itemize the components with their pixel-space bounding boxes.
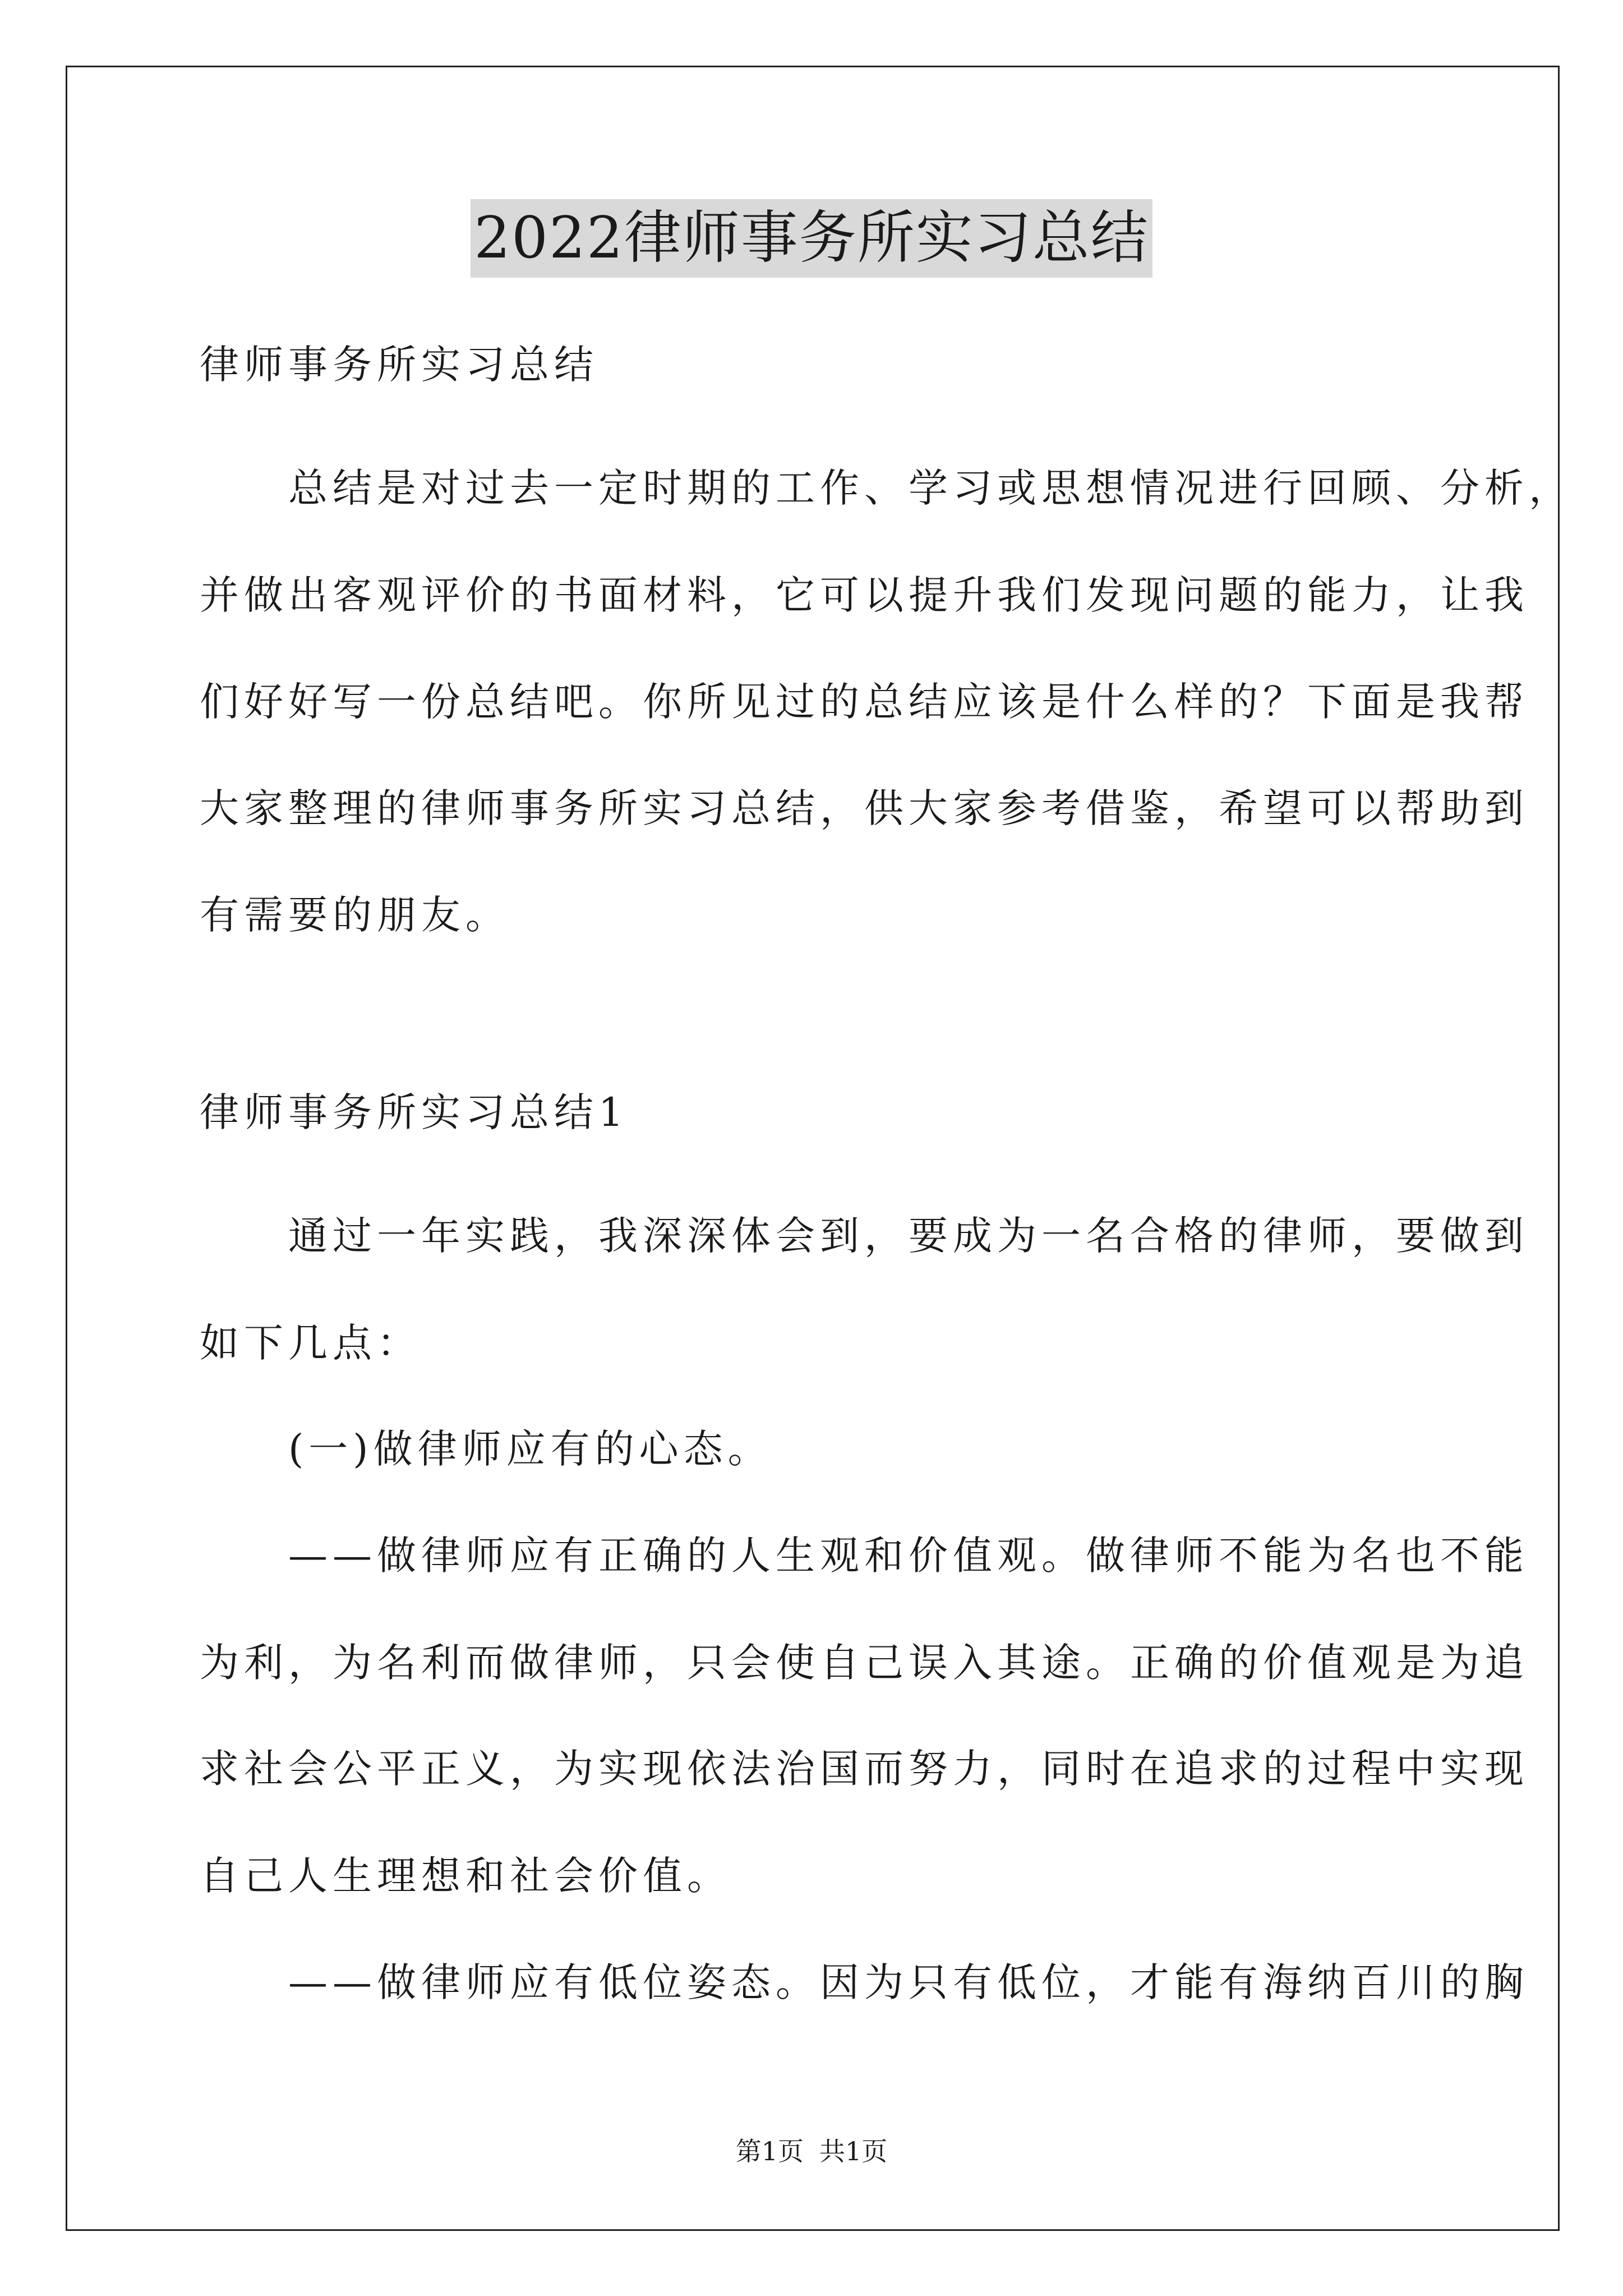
body-line: 通过一年实践，我深深体会到，要成为一名合格的律师，要做到: [200, 1213, 1529, 1259]
body-line: 总结是对过去一定时期的工作、学习或思想情况进行回顾、分析，: [200, 465, 1573, 511]
page-total: 共1页: [819, 2136, 888, 2166]
body-line: 并做出客观评价的书面材料，它可以提升我们发现问题的能力，让我: [200, 572, 1529, 618]
body-line: ——做律师应有低位姿态。因为只有低位，才能有海纳百川的胸: [200, 1959, 1529, 2005]
body-line: 为利，为名利而做律师，只会使自己误入其途。正确的价值观是为追: [200, 1640, 1529, 1686]
body-line: 们好好写一份总结吧。你所见过的总结应该是什么样的？下面是我帮: [200, 679, 1529, 725]
body-line: 如下几点：: [200, 1320, 421, 1366]
document-title: 2022律师事务所实习总结: [471, 199, 1152, 278]
title-container: [0, 199, 1623, 278]
page-footer: [0, 2134, 1623, 2168]
section-heading: 律师事务所实习总结: [200, 342, 598, 388]
body-line: 有需要的朋友。: [200, 892, 510, 938]
page-number: 第1页: [735, 2136, 804, 2166]
body-line: ——做律师应有正确的人生观和价值观。做律师不能为名也不能: [200, 1533, 1529, 1579]
body-line: 求社会公平正义，为实现依法治国而努力，同时在追求的过程中实现: [200, 1746, 1529, 1792]
body-line: 大家整理的律师事务所实习总结，供大家参考借鉴，希望可以帮助到: [200, 785, 1529, 831]
body-line: 自己人生理想和社会价值。: [200, 1853, 731, 1899]
body-line: (一)做律师应有的心态。: [200, 1426, 772, 1472]
section-heading: 律师事务所实习总结1: [200, 1089, 629, 1135]
